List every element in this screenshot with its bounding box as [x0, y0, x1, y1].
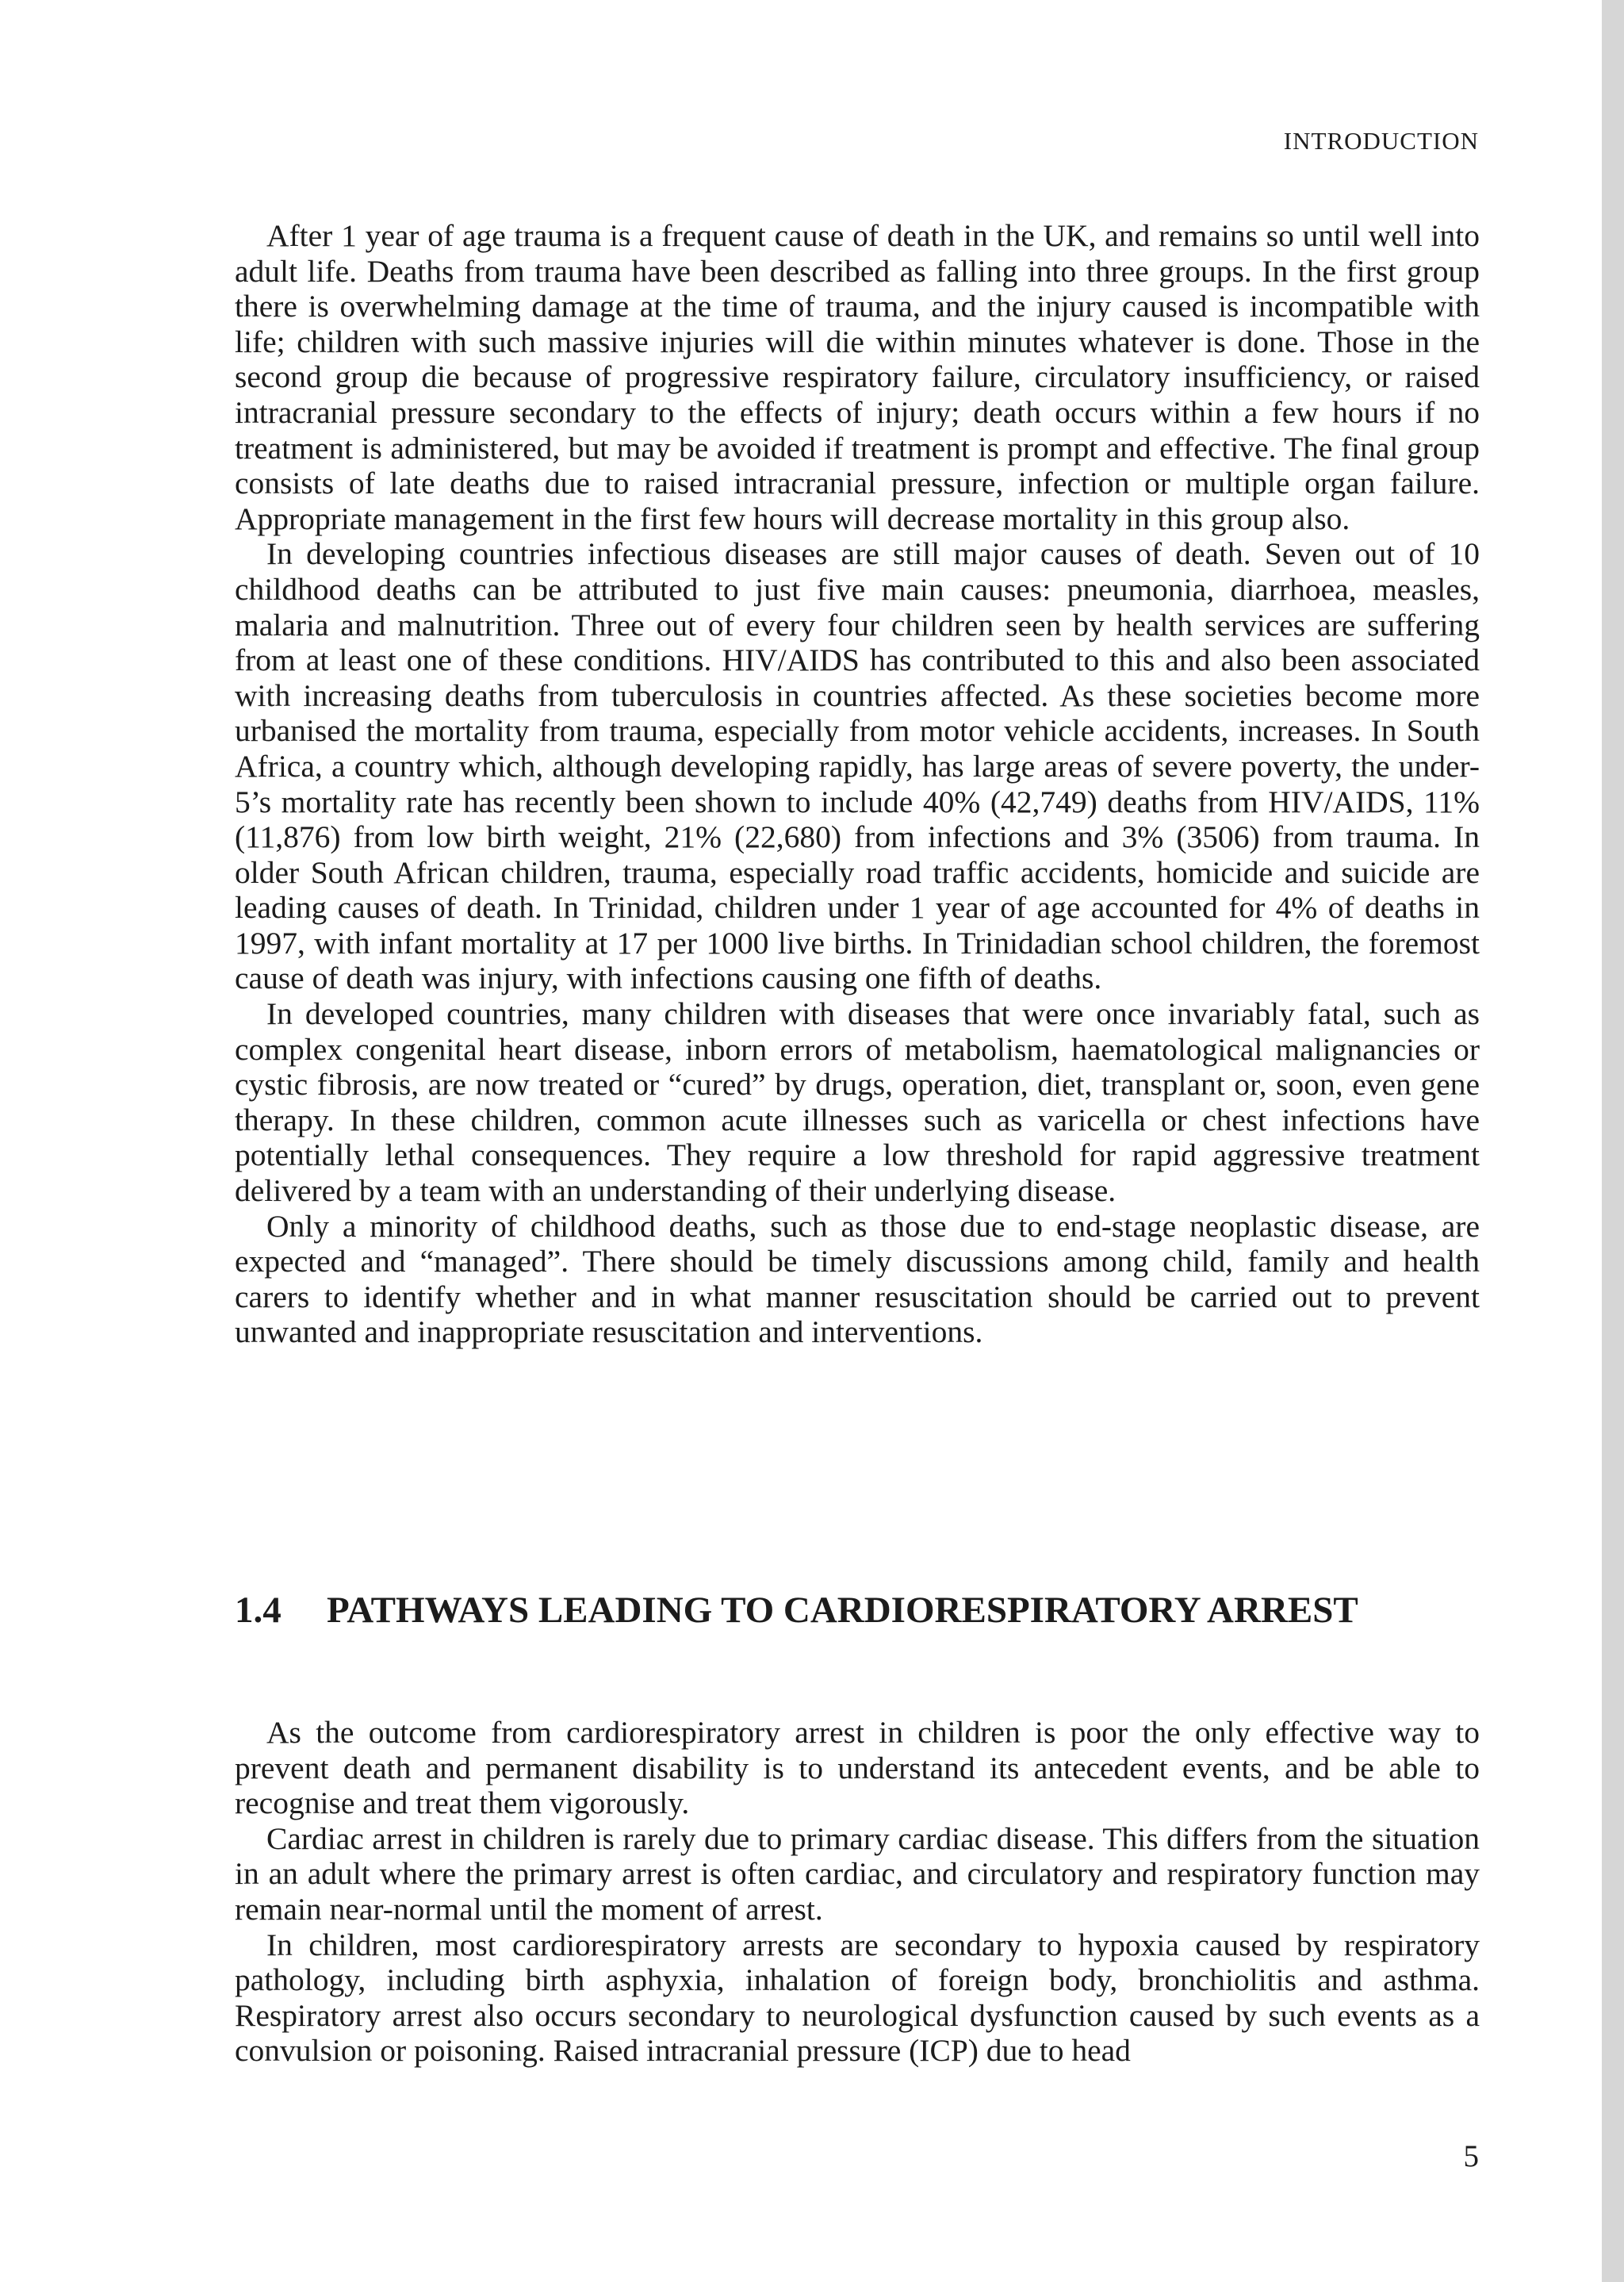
- paragraph-developed-countries: In developed countries, many children with diseases that were once invariably fatal, such as complex congenital heart disease, inborn errors of metabolism, haematological malignancies or cystic fibrosis, are now treated or “cured” by drugs, operation, diet, transplant or, soon, even gene therapy. In these children, common acute illnesses such as varicella or chest infections have potentially lethal consequences. They require a low threshold for rapid aggressive treatment delivered by a team with an understanding of their underlying disease.: [235, 996, 1480, 1209]
- section-text: [235, 1715, 1480, 2069]
- paragraph-expected-deaths: Only a minority of childhood deaths, such as those due to end-stage neoplastic disease, are expected and “managed”. There should be timely discussions among child, family and health carers to identify whether and in what manner resuscitation should be carried out to prevent unwanted and inappropriate resuscitation and interventions.: [235, 1208, 1480, 1350]
- section-number: 1.4: [235, 1590, 282, 1631]
- section-title: PATHWAYS LEADING TO CARDIORESPIRATORY ARREST: [327, 1590, 1358, 1631]
- paragraph-hypoxia: In children, most cardiorespiratory arrests are secondary to hypoxia caused by respiratory pathology, including birth asphyxia, inhalation of foreign body, bronchiolitis and asthma. Respiratory arrest also occurs secondary to neurological dysfunction caused by such events as a convulsion or poisoning. Raised intracranial pressure (ICP) due to head: [235, 1927, 1480, 2069]
- page-edge-shadow: [1602, 0, 1624, 2282]
- introduction-text: [235, 218, 1480, 1350]
- running-head: INTRODUCTION: [1283, 127, 1479, 155]
- page-number: 5: [1463, 2139, 1479, 2173]
- paragraph-developing-countries: In developing countries infectious diseases are still major causes of death. Seven out of 10 childhood deaths can be attributed to just five main causes: pneumonia, diarrhoea, measles, malaria and malnutrition. Three out of every four children seen by health services are suffering from at least one of these conditions. HIV/AIDS has contributed to this and also been associated with increasing deaths from tuberculosis in countries affected. As these societies become more urbanised the mortality from trauma, especially from motor vehicle accidents, increases. In South Africa, a country which, although developing rapidly, has large areas of severe poverty, the under-5’s mortality rate has recently been shown to include 40% (42,749) deaths from HIV/AIDS, 11% (11,876) from low birth weight, 21% (22,680) from infections and 3% (3506) from trauma. In older South African children, trauma, especially road traffic accidents, homicide and suicide are leading causes of death. In Trinidad, children under 1 year of age accounted for 4% of deaths in 1997, with infant mortality at 17 per 1000 live births. In Trinidadian school children, the foremost cause of death was injury, with infections causing one fifth of deaths.: [235, 536, 1480, 996]
- paragraph-outcome: As the outcome from cardiorespiratory arrest in children is poor the only effective way to prevent death and permanent disability is to understand its antecedent events, and be able to recognise and treat them vigorously.: [235, 1715, 1480, 1821]
- paragraph-cardiac-arrest: Cardiac arrest in children is rarely due to primary cardiac disease. This differs from the situation in an adult where the primary arrest is often cardiac, and circulatory and respiratory function may remain near-normal until the moment of arrest.: [235, 1820, 1480, 1927]
- paragraph-trauma: After 1 year of age trauma is a frequent cause of death in the UK, and remains so until well into adult life. Deaths from trauma have been described as falling into three groups. In the first group there is overwhelming damage at the time of trauma, and the injury caused is incompatible with life; children with such massive injuries will die within minutes whatever is done. Those in the second group die because of progressive respiratory failure, circulatory insufficiency, or raised intracranial pressure secondary to the effects of injury; death occurs within a few hours if no treatment is administered, but may be avoided if treatment is prompt and effective. The final group consists of late deaths due to raised intracranial pressure, infection or multiple organ failure. Appropriate management in the first few hours will decrease mortality in this group also.: [235, 218, 1480, 536]
- section-heading: [235, 1590, 1480, 1631]
